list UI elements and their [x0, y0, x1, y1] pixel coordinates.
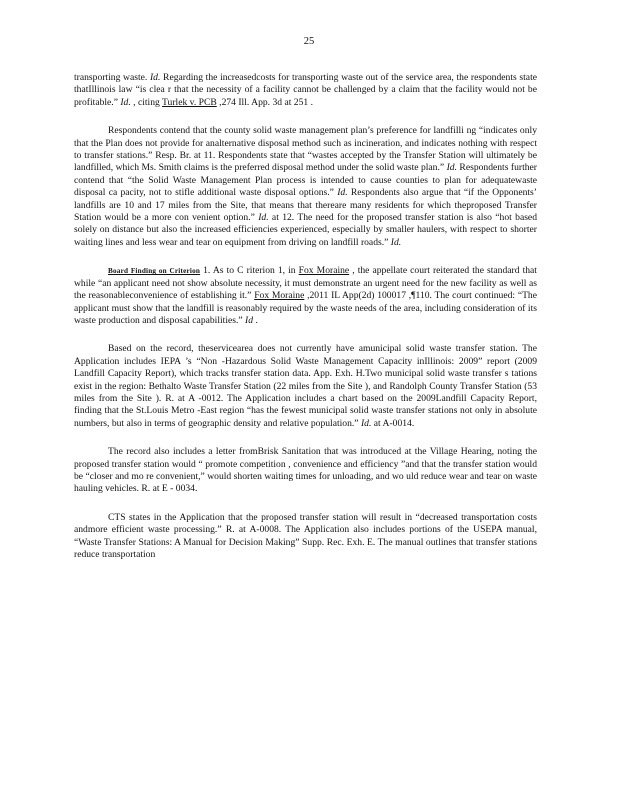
text-run: transporting waste.	[74, 72, 150, 83]
text-run: The record also includes a letter fromBrisk Sanitation that was introduced at the Village Hearing, noting the proposed transfer station would “ promote competition , convenience and efficiency ”and that the transfer station would be “closer and mo re convenient,” would shorten waiting times for unloading, and wo uld reduce wear and tear on waste hauling vehicles. R. at E - 0034.	[74, 446, 537, 495]
citation-id: Id.	[446, 162, 457, 174]
text-run: Respondents also argue that “if the Opponents’ landfills are 10 and 17 miles from the Site, that means that thereare many residents for which theproposed Transfer Station would be a more con venient option.”	[74, 187, 537, 224]
page-number: 25	[303, 36, 315, 47]
paragraph-5	[74, 446, 537, 496]
paragraph-3	[74, 265, 537, 327]
text-run: Respondents contend that the county solid waste management plan’s preference for landfilli ng “indicates only that the Plan does not provide for analternative disposal method such as incineration, and indicates nothing with respect to transfer stations.” Resp. Br. at 11. Respondents state that “wastes accepted by the Transfer Station will ultimately be landfilled, which Ms. Smith claims is the preferred disposal method under the solid waste plan.”	[74, 125, 537, 174]
text-run: .	[253, 314, 258, 326]
case-citation: Fox Moraine	[298, 265, 350, 277]
page-body	[74, 72, 537, 577]
citation-id: Id.	[258, 212, 269, 224]
paragraph-6	[74, 512, 537, 562]
citation-id: Id.	[149, 72, 161, 83]
text-run: 1. As to C riterion 1, in	[200, 265, 299, 277]
citation-id: Id.	[337, 187, 348, 199]
citation-id: Id	[245, 314, 254, 326]
case-citation: Turlek v. PCB	[162, 96, 217, 108]
case-citation: Fox Moraine	[254, 290, 305, 302]
paragraph-1	[74, 72, 537, 109]
citation-id: Id.	[360, 417, 372, 429]
paragraph-4	[74, 343, 537, 430]
text-run: ,2011 IL App(2d) 100017 ,¶110. The court continued: “The applicant must show that the landfill is reasonably required by the waste needs of the area, including consideration of its waste production and disposal capabilities.”	[74, 290, 537, 326]
text-run: CTS states in the Application that the proposed transfer station will result in “decreased transportation costs andmore efficient waste processing.” R. at A-0008. The Application also includes portions of the USEPA manual, “Waste Transfer Stations: A Manual for Decision Making” Supp. Rec. Exh. E. The manual outlines that transfer stations reduce transportation	[74, 511, 537, 560]
text-run: Regarding the increasedcosts for transporting waste out of the service area, the respondents state thatIllinois law “is clea r that the necessity of a facility cannot be challenged by a claim that the facility would not be profitable.”	[74, 72, 537, 108]
text-run: , the appellate court reiterated the standard that while “an applicant need not show absolute necessity, it must demonstrate an urgent need for the new facility as well as the reasonableconvenience of establishing it.”	[74, 265, 537, 302]
section-heading: Board Finding on Criterion	[108, 267, 201, 276]
paragraph-2	[74, 125, 537, 249]
text-run: ,274 Ill. App. 3d at 251 .	[216, 96, 313, 108]
citation-id: Id.	[390, 236, 402, 248]
citation-id: Id.	[120, 96, 131, 108]
text-run: at A-0014.	[371, 417, 415, 429]
text-run: at 12. The need for the proposed transfer station is also “hot based solely on distance but also the increased efficiencies experienced, especially by smaller haulers, with respect to shorter waiting lines and less wear and tear on equipment from driving on landfill roads.”	[74, 212, 537, 248]
text-run: , citing	[130, 96, 163, 108]
text-run: Based on the record, theservicearea does not currently have amunicipal solid waste transfer station. The Application includes IEPA ’s “Non -Hazardous Solid Waste Management Capacity inIllinois: 2009” report (2009 Landfill Capacity Report), which tracks transfer station data. App. Exh. H.Two municipal solid waste transfer s tations exist in the region: Bethalto Waste Transfer Station (22 miles from the Site ), and Randolph County Transfer Station (53 miles from the Site ). R. at A -0012. The Application includes a chart based on the 2009Landfill Capacity Report, finding that the St.Louis Metro -East region “has the fewest municipal solid waste transfer stations not only in absolute numbers, but also in terms of geographic density and relative population.”	[74, 343, 537, 429]
text-run: Respondents further contend that “the Solid Waste Management Plan process is intended to cause counties to plan for adequatewaste disposal ca pacity, not to stifle additional waste disposal options.”	[74, 162, 537, 199]
